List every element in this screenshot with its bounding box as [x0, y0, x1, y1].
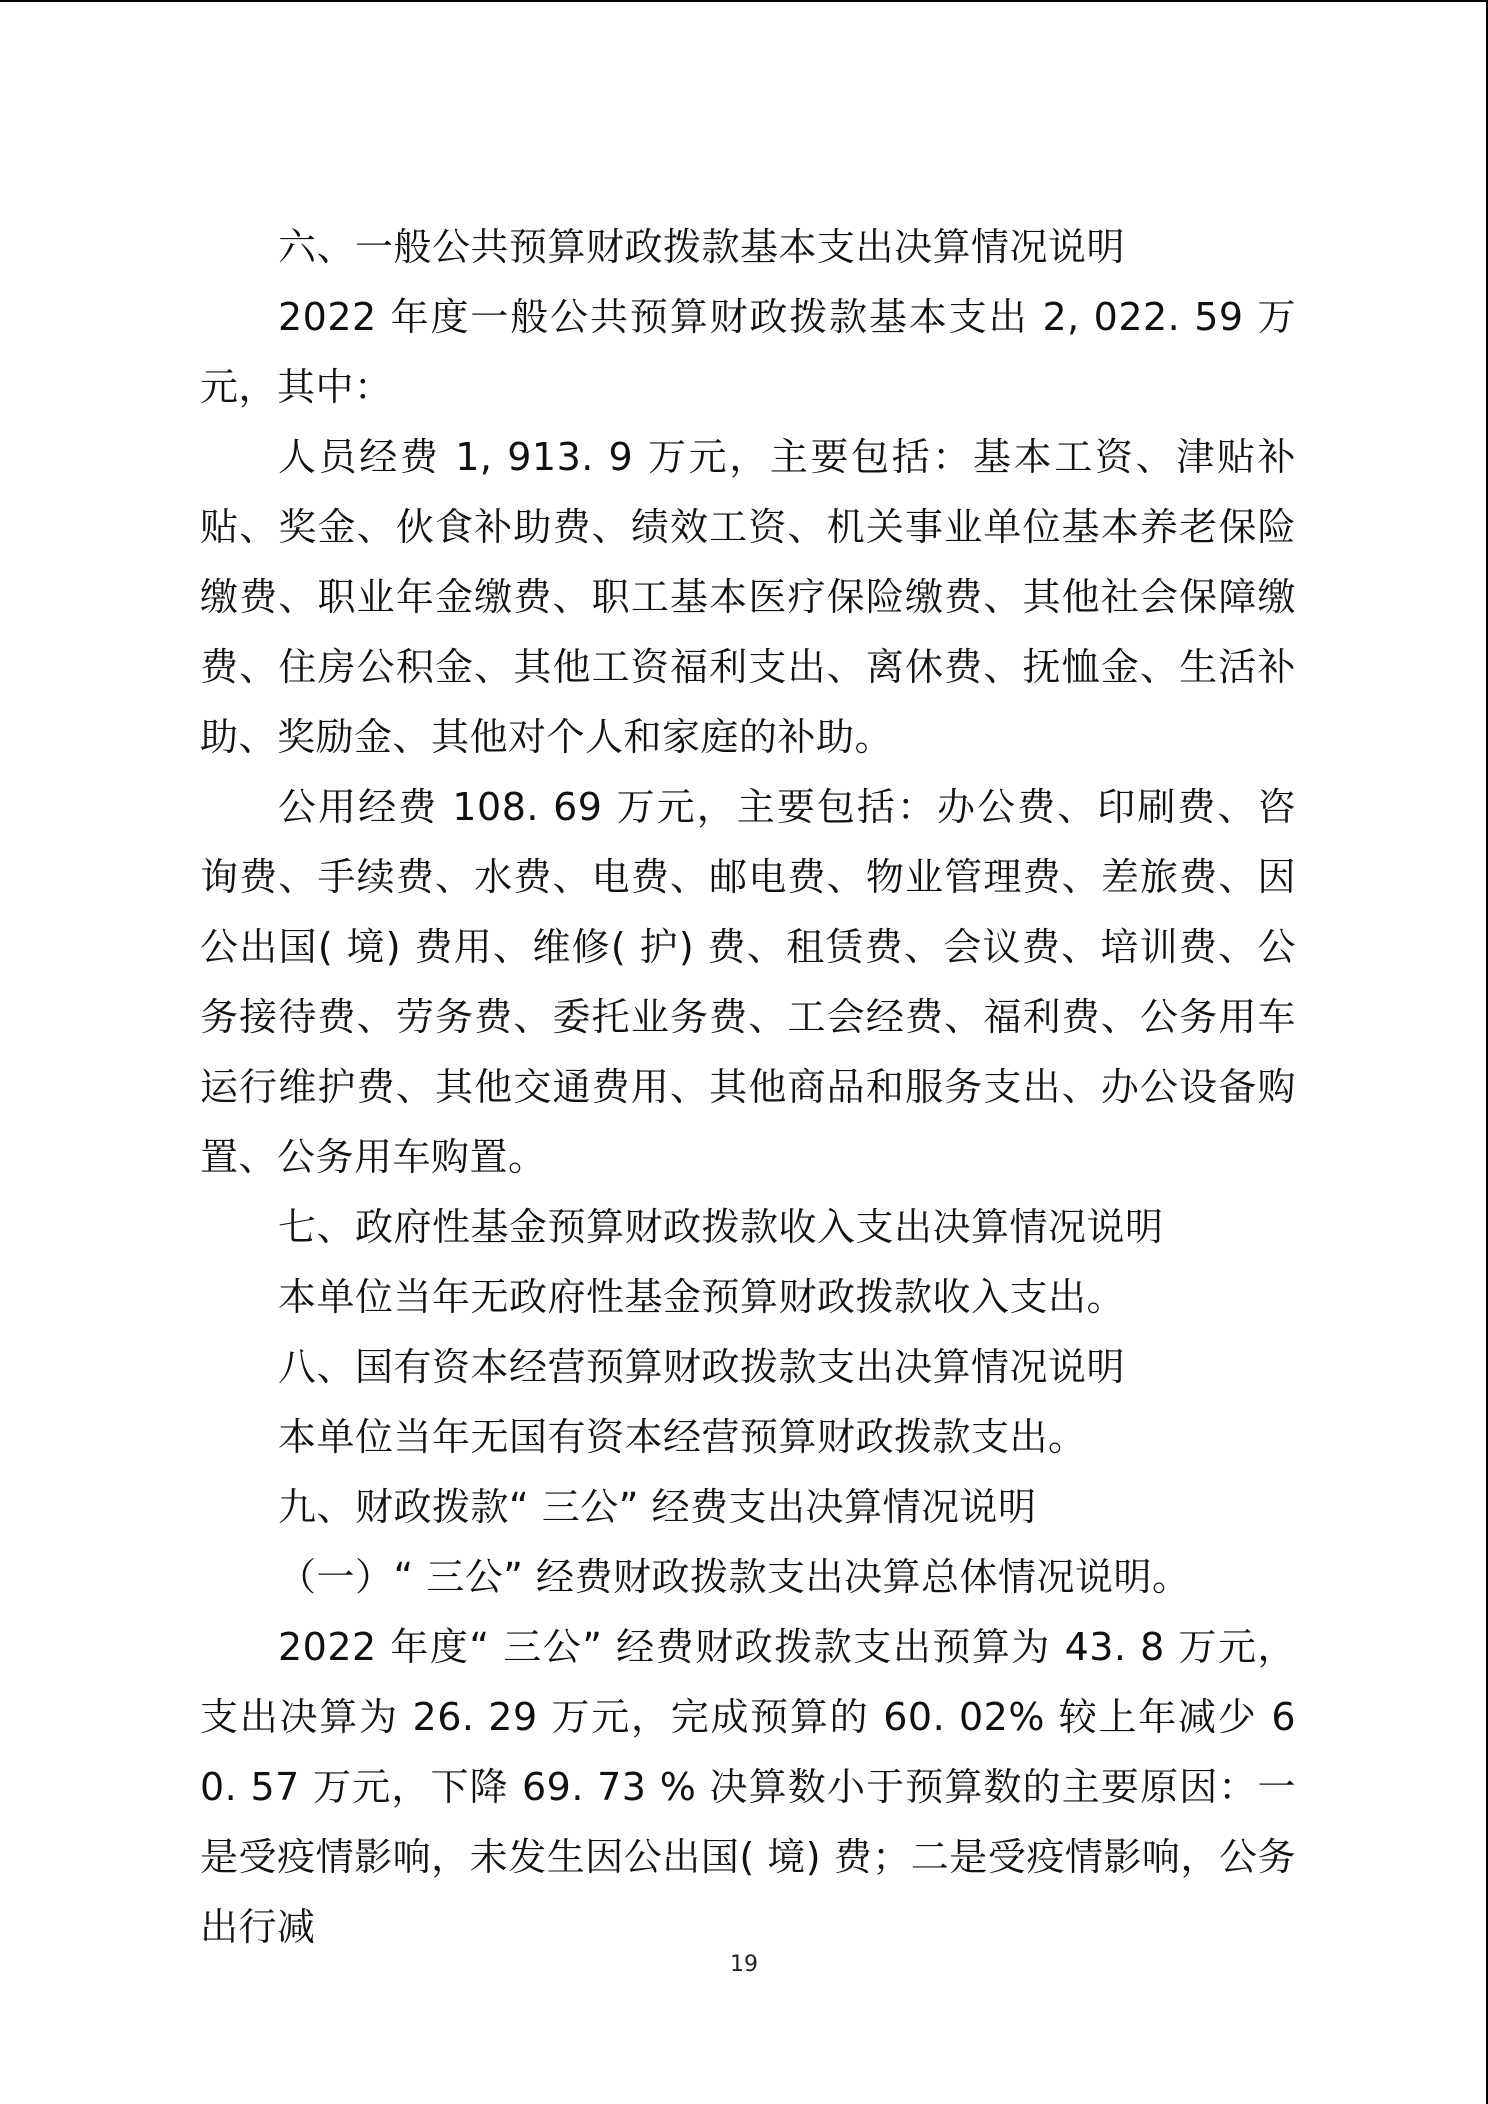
- paragraph-public-expenses: 公用经费 108. 69 万元，主要包括：办公费、印刷费、咨询费、手续费、水费、电费、邮电费、物业管理费、差旅费、因公出国( 境) 费用、维修( 护) 费、租赁费、会议费、培训费、公务接待费、劳务费、委托业务费、工会经费、福利费、公务用车运行维护费、其他交通费用、其他商品和服务支出、办公设备购置、公务用车购置。: [200, 785, 1296, 1179]
- paragraph-government-fund: 本单位当年无政府性基金预算财政拨款收入支出。: [278, 1275, 1126, 1319]
- section-heading-8: 八、国有资本经营预算财政拨款支出决算情况说明: [278, 1345, 1126, 1389]
- section-heading-9: 九、财政拨款“ 三公” 经费支出决算情况说明: [278, 1485, 1037, 1529]
- section-heading-6: 六、一般公共预算财政拨款基本支出决算情况说明: [278, 225, 1126, 269]
- paragraph-state-capital: 本单位当年无国有资本经营预算财政拨款支出。: [278, 1415, 1087, 1459]
- paragraph-three-public-expenses: 2022 年度“ 三公” 经费财政拨款支出预算为 43. 8 万元，支出决算为 26. 29 万元，完成预算的 60. 02% 较上年减少 60. 57 万元，下降 69. 73 % 决算数小于预算数的主要原因：一是受疫情影响，未发生因公出国( 境) 费；二是受疫情影响，公务出行减: [200, 1625, 1296, 1949]
- paragraph-personnel-expenses: 人员经费 1, 913. 9 万元，主要包括：基本工资、津贴补贴、奖金、伙食补助费、绩效工资、机关事业单位基本养老保险缴费、职业年金缴费、职工基本医疗保险缴费、其他社会保障缴费、住房公积金、其他工资福利支出、离休费、抚恤金、生活补助、奖励金、其他对个人和家庭的补助。: [200, 435, 1296, 759]
- subsection-heading-9-1: （一）“ 三公” 经费财政拨款支出决算总体情况说明。: [278, 1555, 1191, 1599]
- document-body: [200, 212, 1296, 1962]
- section-heading-7: 七、政府性基金预算财政拨款收入支出决算情况说明: [278, 1205, 1164, 1249]
- paragraph-basic-expenditure: 2022 年度一般公共预算财政拨款基本支出 2, 022. 59 万元，其中：: [200, 295, 1296, 409]
- page-number: 19: [730, 1952, 758, 1977]
